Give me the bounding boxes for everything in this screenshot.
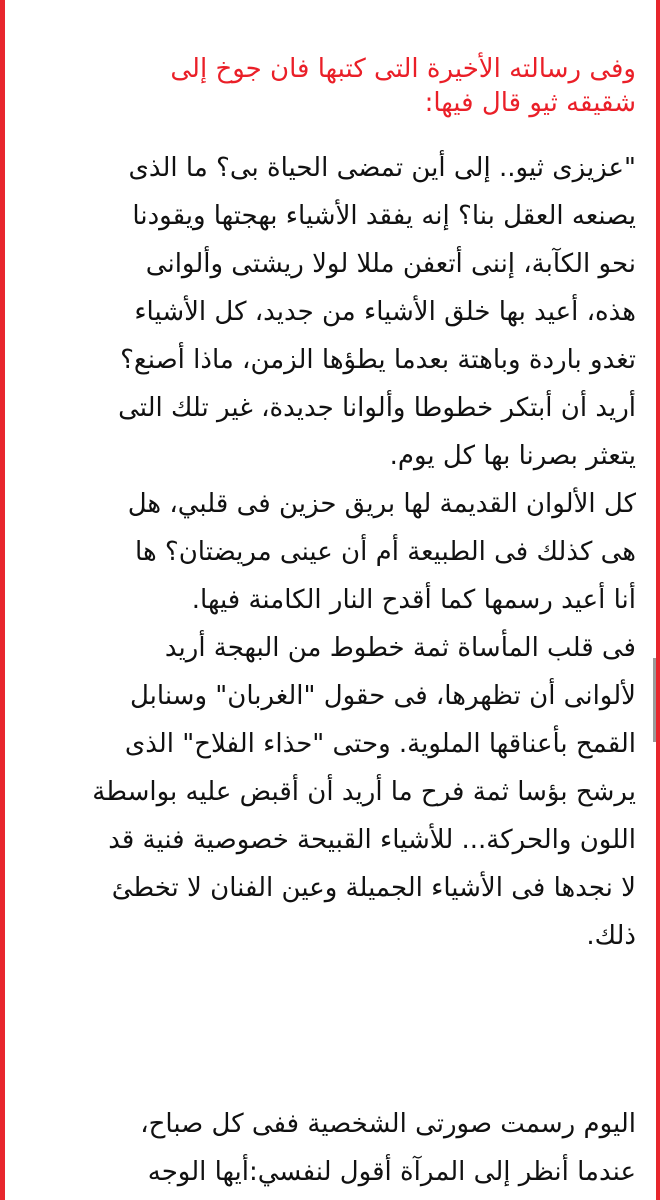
body-line-14: يرشح بؤسا ثمة فرح ما أريد أن أقبض عليه بواسطة xyxy=(92,777,636,807)
article-heading-line-1: وفى رسالته الأخيرة التى كتبها فان جوخ إلى xyxy=(170,54,636,84)
body-line-20: عندما أنظر إلى المرآة أقول لنفسي:أيها الوجه xyxy=(147,1157,636,1187)
body-line-5: تغدو باردة وباهتة بعدما يطؤها الزمن، ماذا أصنع؟ xyxy=(120,345,636,375)
body-line-11: فى قلب المأساة ثمة خطوط من البهجة أريد xyxy=(164,633,636,663)
body-line-7: يتعثر بصرنا بها كل يوم. xyxy=(389,441,636,471)
body-line-15: اللون والحركة... للأشياء القبيحة خصوصية فنية قد xyxy=(108,825,636,855)
article-heading-line-2: شقيقه ثيو قال فيها: xyxy=(424,88,636,118)
body-line-13: القمح بأعناقها الملوية. وحتى "حذاء الفلاح" الذى xyxy=(124,729,636,759)
right-red-border xyxy=(656,0,660,1200)
body-line-6: أريد أن أبتكر خطوطا وألوانا جديدة، غير تلك التى xyxy=(118,393,636,423)
body-line-12: لألوانى أن تظهرها، فى حقول "الغربان" وسنابل xyxy=(129,681,636,711)
body-line-3: نحو الكآبة، إننى أتعفن مللا لولا ريشتى وألوانى xyxy=(145,249,636,279)
body-line-9: هى كذلك فى الطبيعة أم أن عينى مريضتان؟ ها xyxy=(135,537,636,567)
left-red-border xyxy=(0,0,5,1200)
scroll-indicator[interactable] xyxy=(653,658,656,742)
body-line-4: هذه، أعيد بها خلق الأشياء من جديد، كل الأشياء xyxy=(134,297,636,327)
body-line-19: اليوم رسمت صورتى الشخصية ففى كل صباح، xyxy=(140,1109,636,1139)
body-line-17: ذلك. xyxy=(586,921,636,951)
body-line-16: لا نجدها فى الأشياء الجميلة وعين الفنان لا تخطئ xyxy=(111,873,636,903)
body-line-1: "عزيزى ثيو.. إلى أين تمضى الحياة بى؟ ما الذى xyxy=(128,153,636,183)
body-line-10: أنا أعيد رسمها كما أقدح النار الكامنة فيها. xyxy=(191,585,636,615)
body-line-8: كل الألوان القديمة لها بريق حزين فى قلبي، هل xyxy=(127,489,636,519)
body-line-2: يصنعه العقل بنا؟ إنه يفقد الأشياء بهجتها ويقودنا xyxy=(132,201,636,231)
